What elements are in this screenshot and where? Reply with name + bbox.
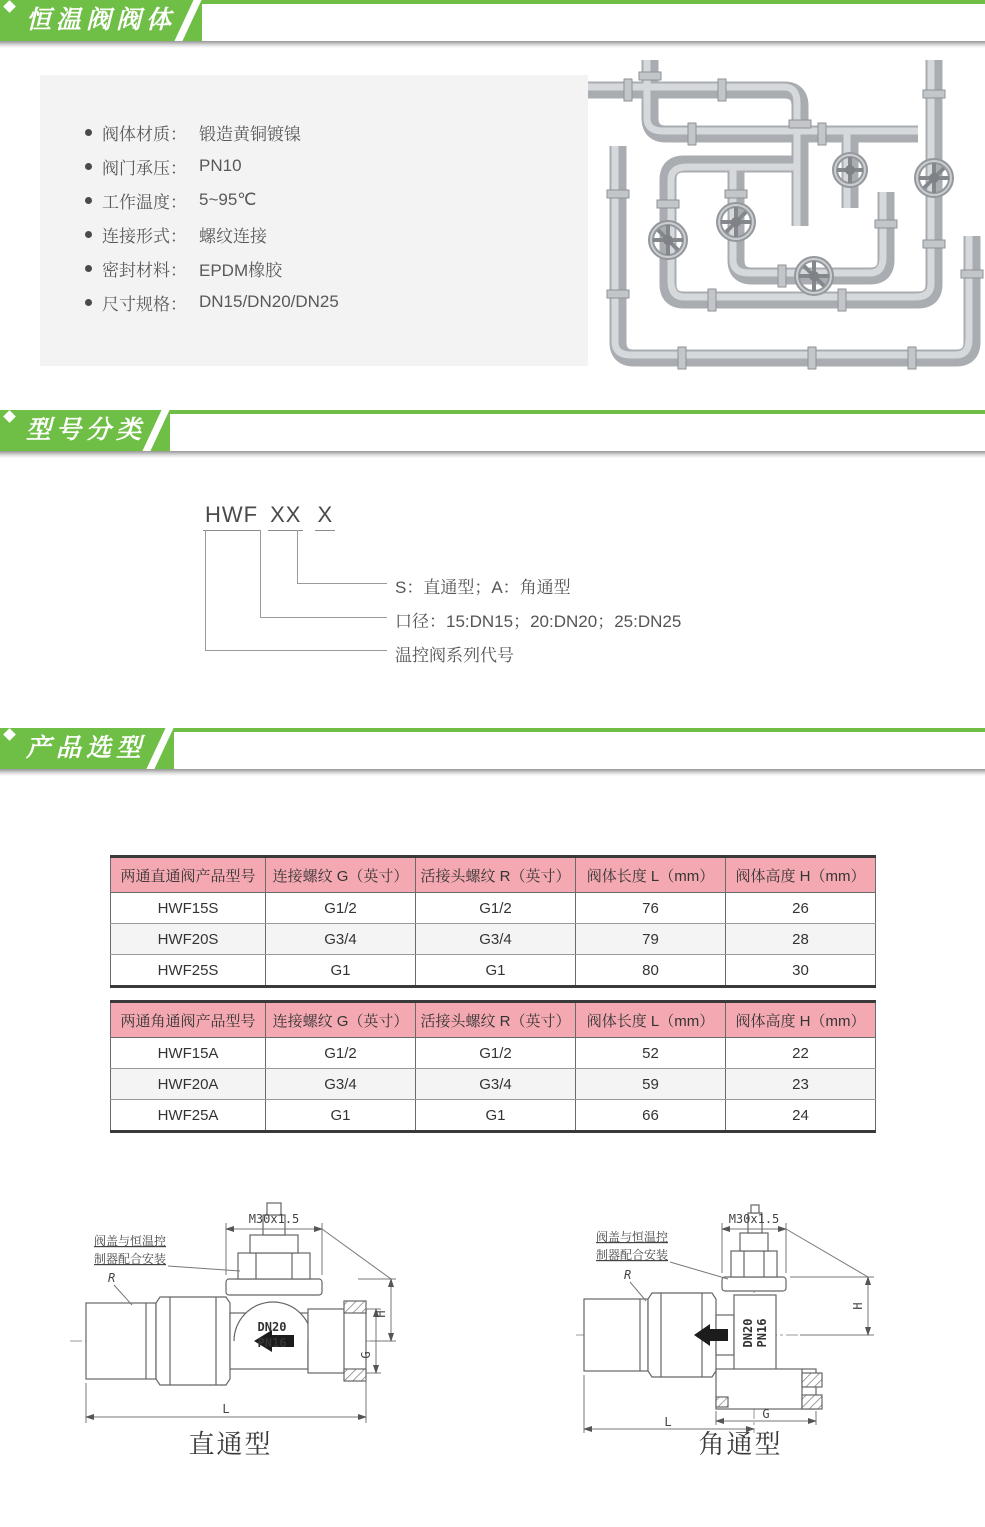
spec-label: 工作温度： xyxy=(102,192,187,212)
table-cell: 66 xyxy=(576,1100,726,1132)
model-code-size: XX xyxy=(268,502,303,531)
table-cell: G3/4 xyxy=(266,1069,416,1100)
table-cell: 30 xyxy=(726,955,876,987)
dim-g-label: G xyxy=(762,1407,770,1421)
straight-type-caption: 直通型 xyxy=(188,1429,273,1459)
banner-title-block xyxy=(0,410,170,451)
table-header-cell: 连接螺纹 G（英寸） xyxy=(266,1002,416,1038)
spec-value: 螺纹连接 xyxy=(199,226,267,246)
table-cell: G1 xyxy=(266,1100,416,1132)
spec-label: 尺寸规格： xyxy=(102,294,187,314)
diagram-line xyxy=(260,530,261,617)
spec-label: 连接形式： xyxy=(102,226,187,246)
table-header-cell: 阀体长度 L（mm） xyxy=(576,1002,726,1038)
table-header-cell: 阀体高度 H（mm） xyxy=(726,1002,876,1038)
angle-valve-drawing xyxy=(568,1183,913,1435)
pipes-product-image xyxy=(588,60,985,380)
table-cell: G1/2 xyxy=(266,1038,416,1069)
bullet-icon xyxy=(85,197,92,204)
spec-item xyxy=(85,115,339,149)
diagram-line xyxy=(205,530,206,650)
bullet-icon xyxy=(85,231,92,238)
bullet-icon xyxy=(85,163,92,170)
table-cell: 52 xyxy=(576,1038,726,1069)
bonnet-note-line2: 制器配合安装 xyxy=(596,1248,669,1262)
model-code xyxy=(203,502,335,531)
table-cell: HWF15S xyxy=(111,893,266,924)
section-banner-product-body xyxy=(0,0,985,48)
banner-shadow xyxy=(0,769,985,776)
banner-title-block xyxy=(0,728,174,769)
spec-label: 密封材料： xyxy=(102,260,187,280)
table-cell: G1 xyxy=(416,955,576,987)
table-header-cell: 两通直通阀产品型号 xyxy=(111,857,266,893)
table-cell: HWF25A xyxy=(111,1100,266,1132)
table-cell: G1 xyxy=(416,1100,576,1132)
table-cell: G1/2 xyxy=(416,1038,576,1069)
spec-value: 锻造黄铜镀镍 xyxy=(199,124,301,144)
table-cell: 23 xyxy=(726,1069,876,1100)
table-cell: 24 xyxy=(726,1100,876,1132)
table-header-cell: 阀体长度 L（mm） xyxy=(576,857,726,893)
section-title: 产品选型 xyxy=(26,734,147,762)
table-cell: G1/2 xyxy=(416,893,576,924)
dim-h-label: H xyxy=(851,1302,865,1310)
section-title: 恒温阀阀体 xyxy=(26,6,177,34)
body-marking-dn: DN20 xyxy=(257,1320,287,1334)
diagram-line xyxy=(260,617,387,618)
table-cell: G1 xyxy=(266,955,416,987)
table-cell: HWF20S xyxy=(111,924,266,955)
dim-l-label: L xyxy=(222,1402,230,1416)
bonnet-note-line2: 制器配合安装 xyxy=(94,1252,167,1266)
thread-dim-label: M30x1.5 xyxy=(728,1212,780,1226)
table-header-cell: 两通角通阀产品型号 xyxy=(111,1002,266,1038)
dim-r-label: R xyxy=(108,1271,116,1285)
table-row xyxy=(111,1038,876,1069)
section-banner-model-class xyxy=(0,410,985,458)
table-header-cell: 连接螺纹 G（英寸） xyxy=(266,857,416,893)
diagram-line xyxy=(297,583,387,584)
table-header-cell: 阀体高度 H（mm） xyxy=(726,857,876,893)
table-row xyxy=(111,955,876,987)
spec-item xyxy=(85,183,339,217)
model-note-series: 温控阀系列代号 xyxy=(395,646,514,665)
dim-h-label: H xyxy=(374,1310,388,1318)
thread-dim-label: M30x1.5 xyxy=(248,1212,300,1226)
spec-value: DN15/DN20/DN25 xyxy=(199,292,339,311)
bullet-icon xyxy=(85,265,92,272)
straight-valve-table xyxy=(110,855,876,988)
spec-item xyxy=(85,251,339,285)
table-cell: G3/4 xyxy=(416,924,576,955)
model-note-size: 口径：15:DN15；20:DN20；25:DN25 xyxy=(395,612,682,631)
body-marking-pn: PN16 xyxy=(755,1318,769,1348)
diagram-line xyxy=(297,530,298,583)
spec-item xyxy=(85,217,339,251)
banner-shadow xyxy=(0,41,985,48)
bonnet-note-line1: 阀盖与恒温控 xyxy=(596,1230,669,1244)
spec-label: 阀体材质： xyxy=(102,124,187,144)
table-cell: G1/2 xyxy=(266,893,416,924)
dim-g-label: G xyxy=(359,1351,373,1359)
table-cell: HWF25S xyxy=(111,955,266,987)
table-cell: 59 xyxy=(576,1069,726,1100)
table-header-cell: 活接头螺纹 R（英寸） xyxy=(416,857,576,893)
dim-l-label: L xyxy=(664,1415,672,1429)
table-cell: 80 xyxy=(576,955,726,987)
diagram-line xyxy=(205,650,387,651)
table-cell: G3/4 xyxy=(266,924,416,955)
bonnet-note-line1: 阀盖与恒温控 xyxy=(94,1234,167,1248)
spec-label: 阀门承压： xyxy=(102,158,187,178)
table-cell: G3/4 xyxy=(416,1069,576,1100)
spec-item xyxy=(85,285,339,319)
section-banner-product-selection xyxy=(0,728,985,776)
table-row xyxy=(111,924,876,955)
model-code-series: HWF xyxy=(203,502,260,531)
model-code-type: X xyxy=(315,502,335,531)
angle-valve-table xyxy=(110,1000,876,1133)
body-marking-dn: DN20 xyxy=(741,1318,755,1348)
spec-value: PN10 xyxy=(199,156,242,175)
angle-type-caption: 角通型 xyxy=(698,1429,783,1459)
spec-item xyxy=(85,149,339,183)
spec-list xyxy=(85,115,339,319)
table-cell: 28 xyxy=(726,924,876,955)
table-row xyxy=(111,1069,876,1100)
table-cell: HWF20A xyxy=(111,1069,266,1100)
spec-box xyxy=(40,75,588,366)
body-marking-pn: PN16 xyxy=(257,1336,287,1350)
spec-value: EPDM橡胶 xyxy=(199,260,283,280)
table-cell: HWF15A xyxy=(111,1038,266,1069)
model-note-type: S：直通型；A：角通型 xyxy=(395,578,571,597)
table-header-cell: 活接头螺纹 R（英寸） xyxy=(416,1002,576,1038)
bullet-icon xyxy=(85,299,92,306)
section-title: 型号分类 xyxy=(26,416,147,444)
table-cell: 76 xyxy=(576,893,726,924)
bullet-icon xyxy=(85,129,92,136)
spec-value: 5~95℃ xyxy=(199,190,257,209)
model-code-diagram xyxy=(0,452,985,728)
table-cell: 26 xyxy=(726,893,876,924)
table-cell: 79 xyxy=(576,924,726,955)
dim-r-label: R xyxy=(624,1268,632,1282)
table-row xyxy=(111,1100,876,1132)
table-row xyxy=(111,893,876,924)
banner-title-block xyxy=(0,0,202,41)
table-cell: 22 xyxy=(726,1038,876,1069)
straight-valve-drawing xyxy=(58,1183,403,1435)
